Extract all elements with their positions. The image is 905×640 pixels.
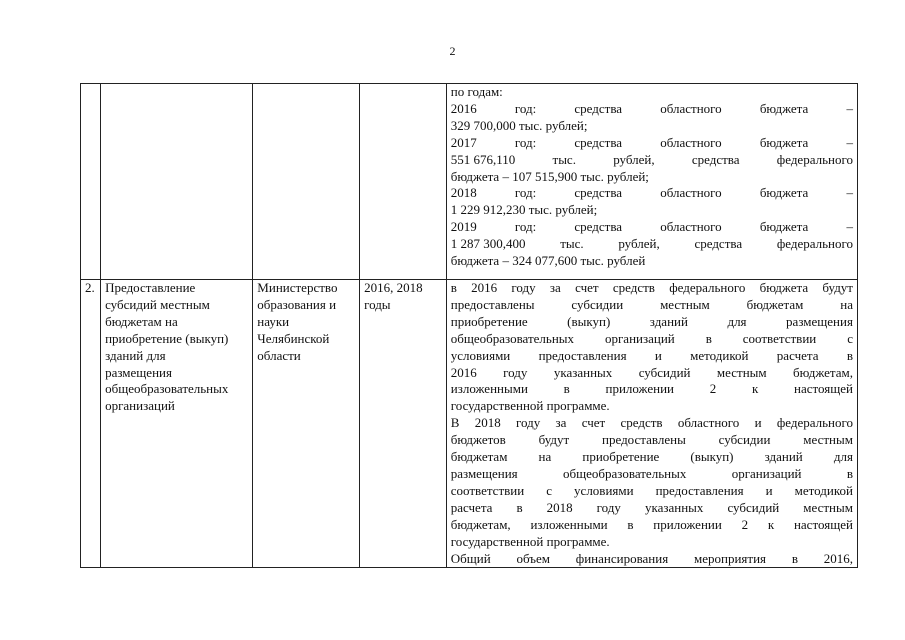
word: бюджетам: [450, 449, 508, 465]
cell-name: [101, 84, 253, 280]
word: за: [555, 415, 567, 431]
text-line: 1 229 912,230 тыс. рублей;: [450, 202, 598, 218]
text-line: годы: [364, 296, 391, 312]
word: к: [751, 381, 759, 397]
word: субсидии: [571, 296, 624, 312]
word: областного: [677, 415, 740, 431]
text-line: Министерство: [257, 280, 338, 295]
word: расчета: [776, 347, 819, 363]
word: (выкуп): [690, 449, 734, 465]
word: бюджетов: [450, 432, 506, 448]
word: методикой: [690, 347, 749, 363]
word: субсидий: [638, 364, 691, 380]
text-line: [451, 466, 853, 483]
word: году: [503, 364, 528, 380]
word: федерального: [776, 151, 853, 167]
cell-years: [360, 280, 447, 568]
word: бюджета: [759, 185, 809, 201]
word: год:: [514, 100, 537, 116]
word: –: [846, 134, 853, 150]
word: 2: [709, 381, 717, 397]
text-line: по годам:: [450, 84, 503, 99]
word: местным: [803, 432, 853, 448]
word: общеобразовательных: [450, 330, 575, 346]
text-line: бюджета – 107 515,900 тыс. рублей;: [450, 168, 649, 184]
text-line: [451, 219, 853, 236]
word: областного: [660, 100, 722, 116]
word: местным: [660, 296, 710, 312]
word: счет: [581, 415, 606, 431]
text-line: [451, 432, 853, 449]
word: –: [846, 185, 853, 201]
word: 551 676,110: [450, 151, 516, 167]
text-line: 2016, 2018: [364, 280, 423, 295]
word: предоставления: [538, 347, 627, 363]
word: средств: [620, 415, 663, 431]
word: тыс.: [560, 236, 584, 252]
word: году: [596, 499, 621, 515]
word: настоящей: [793, 516, 853, 532]
word: рублей,: [613, 151, 655, 167]
text-line: [451, 135, 853, 152]
word: год:: [514, 185, 537, 201]
word: в: [450, 280, 457, 295]
word: общеобразовательных: [563, 465, 687, 481]
word: зданий: [764, 449, 803, 465]
word: год:: [514, 134, 537, 150]
word: году: [515, 415, 541, 431]
word: 2018: [474, 415, 501, 431]
word: бюджетам,: [450, 516, 511, 532]
word: федерального: [776, 415, 853, 431]
text-line: зданий для: [105, 347, 166, 363]
word: в: [846, 347, 853, 363]
text-line: [451, 152, 853, 169]
text-line: [451, 236, 853, 253]
word: соответствии: [450, 482, 525, 498]
word: В: [450, 415, 460, 431]
word: средства: [574, 219, 623, 235]
word: Общий: [450, 550, 491, 566]
word: 1 287 300,400: [450, 236, 526, 252]
word: областного: [660, 185, 722, 201]
word: к: [767, 516, 775, 532]
text-line: [451, 517, 853, 534]
word: бюджетам: [746, 296, 804, 312]
word: расчета: [450, 499, 493, 515]
word: изложенными: [530, 516, 608, 532]
word: областного: [660, 219, 722, 235]
table-row-measure-2: [81, 280, 858, 568]
text-line: бюджета – 324 077,600 тыс. рублей: [450, 253, 646, 269]
word: 2018: [450, 185, 477, 201]
word: предоставлены: [450, 296, 535, 312]
cell-years: [360, 84, 447, 280]
text-line: [451, 101, 853, 118]
word: организаций: [731, 465, 802, 481]
word: местным: [803, 499, 853, 515]
word: будут: [822, 280, 853, 295]
text-line: [451, 331, 853, 348]
word: приложении: [605, 381, 675, 397]
word: и: [654, 347, 662, 363]
word: зданий: [649, 313, 688, 329]
word: с: [546, 482, 553, 498]
word: указанных: [553, 364, 613, 380]
word: федерального: [669, 280, 746, 295]
word: средства: [691, 151, 740, 167]
word: условиями: [450, 347, 511, 363]
word: в: [705, 330, 712, 346]
text-line: субсидий местным: [105, 296, 210, 312]
text-line: общеобразовательных: [105, 381, 229, 397]
word: условиями: [574, 482, 634, 498]
cell-executor: [253, 84, 360, 280]
word: и: [754, 415, 762, 431]
word: для: [727, 313, 747, 329]
text-line: [451, 449, 853, 466]
word: изложенными: [450, 381, 528, 397]
word: размещения: [786, 313, 853, 329]
text-line: [451, 280, 853, 297]
word: рублей,: [618, 236, 660, 252]
text-line: области: [257, 347, 301, 363]
word: 2016: [450, 100, 477, 116]
text-line: государственной программе.: [450, 533, 610, 549]
word: году: [511, 280, 536, 295]
word: 2: [741, 516, 749, 532]
word: и: [765, 482, 773, 498]
text-line: размещения: [105, 364, 172, 380]
cell-number: 2.: [81, 280, 101, 568]
text-line: Предоставление: [105, 280, 196, 295]
word: приобретение: [450, 313, 528, 329]
word: –: [846, 219, 853, 235]
word: в: [516, 499, 523, 515]
word: организаций: [604, 330, 675, 346]
page-number: 2: [449, 44, 456, 58]
word: 2019: [450, 219, 477, 235]
word: мероприятия: [694, 550, 767, 566]
word: 2017: [450, 134, 477, 150]
table-row-continuation: [81, 84, 858, 280]
text-line: [451, 483, 853, 500]
word: субсидии: [718, 432, 771, 448]
text-line: организаций: [105, 398, 175, 414]
text-line: [451, 381, 853, 398]
word: на: [538, 449, 552, 465]
word: указанных: [644, 499, 704, 515]
text-line: бюджетам на: [105, 313, 178, 329]
word: 2016,: [823, 550, 853, 566]
text-line: [451, 348, 853, 365]
word: на: [840, 296, 853, 312]
word: бюджета: [759, 134, 809, 150]
text-line: государственной программе.: [450, 398, 610, 414]
text-line: 329 700,000 тыс. рублей;: [450, 117, 588, 133]
text-line: Челябинской: [257, 330, 330, 346]
word: предоставлены: [602, 432, 686, 448]
measures-table: [80, 83, 858, 568]
word: год:: [514, 219, 537, 235]
word: в: [627, 516, 634, 532]
word: в: [563, 381, 570, 397]
word: счет: [575, 280, 599, 295]
word: для: [833, 449, 853, 465]
word: областного: [660, 134, 722, 150]
text-line: приобретение (выкуп): [105, 330, 229, 346]
word: –: [846, 100, 853, 116]
text-line: [451, 415, 853, 432]
text-line: [451, 314, 853, 331]
word: в: [846, 465, 853, 481]
word: приобретение: [582, 449, 660, 465]
word: с: [847, 330, 853, 346]
word: средства: [574, 100, 623, 116]
word: местным: [716, 364, 767, 380]
word: средств: [612, 280, 655, 295]
word: будут: [538, 432, 570, 448]
word: субсидий: [727, 499, 780, 515]
text-line: [451, 297, 853, 314]
word: бюджета: [759, 280, 809, 295]
cell-measure-name: [101, 280, 253, 568]
word: 2018: [546, 499, 573, 515]
word: бюджета: [759, 100, 809, 116]
word: 2016: [471, 280, 498, 295]
text-line: [451, 500, 853, 517]
word: (выкуп): [567, 313, 611, 329]
word: в: [791, 550, 798, 566]
word: объем: [516, 550, 550, 566]
text-line: образования и: [257, 296, 337, 312]
word: за: [549, 280, 561, 295]
cell-executor: [253, 280, 360, 568]
text-line: науки: [257, 313, 290, 329]
word: тыс.: [552, 151, 576, 167]
word: методикой: [794, 482, 853, 498]
text-line: [451, 551, 853, 568]
word: средства: [694, 236, 743, 252]
word: предоставления: [655, 482, 744, 498]
word: средства: [574, 134, 623, 150]
text-line: [451, 365, 853, 382]
cell-number: [81, 84, 101, 280]
word: бюджетам,: [793, 364, 853, 380]
word: федерального: [776, 236, 853, 252]
word: средства: [574, 185, 623, 201]
word: настоящей: [794, 381, 853, 397]
word: соответствии: [742, 330, 817, 346]
cell-funding-by-year: [446, 84, 857, 280]
word: 2016: [450, 364, 477, 380]
text-line: [451, 185, 853, 202]
word: размещения: [450, 465, 518, 481]
word: бюджета: [759, 219, 809, 235]
cell-description: [446, 280, 857, 568]
word: финансирования: [575, 550, 669, 566]
word: приложении: [653, 516, 722, 532]
